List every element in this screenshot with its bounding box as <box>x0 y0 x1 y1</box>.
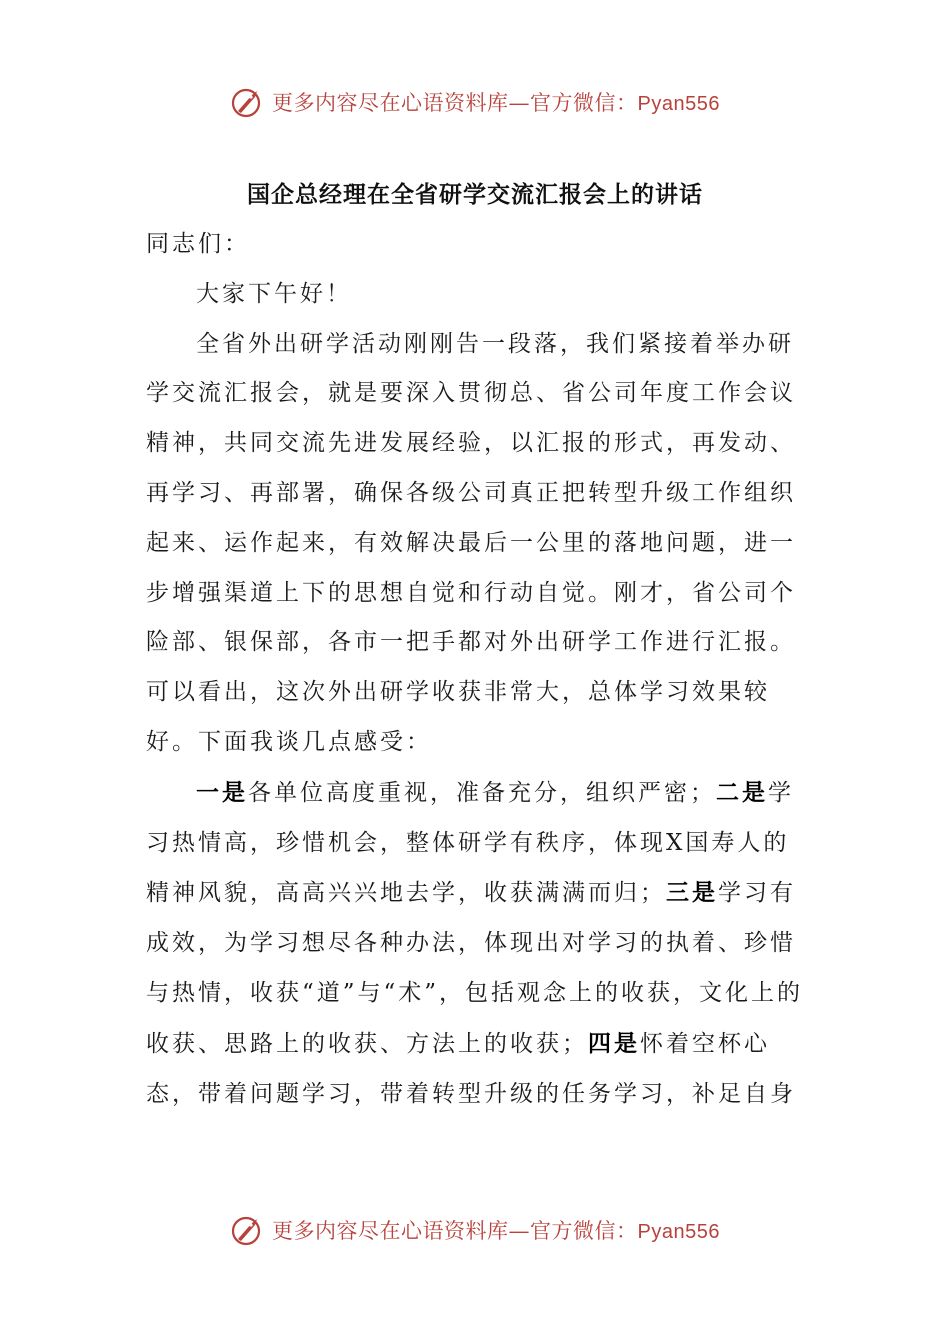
point-text-2: 学习热情高，珍惜机会，整体研学有秩序，体现X国寿人的精神风貌，高高兴兴地去学，收获满满而归； <box>146 779 794 907</box>
point-label-4: 四是 <box>588 1029 640 1057</box>
paragraph-intro: 全省外出研学活动刚刚告一段落，我们紧接着举办研学交流汇报会，就是要深入贯彻总、省公司年度工作会议精神，共同交流先进发展经验，以汇报的形式，再发动、再学习、再部署，确保各级公司真正把转型升级工作组织起来、运作起来，有效解决最后一公里的落地问题，进一步增强渠道上下的思想自觉和行动自觉。刚才，省公司个险部、银保部，各市一把手都对外出研学工作进行汇报。可以看出，这次外出研学收获非常大，总体学习效果较好。下面我谈几点感受： <box>146 330 796 755</box>
greeting: 大家下午好！ <box>196 280 352 307</box>
paragraph-points <box>146 768 806 1120</box>
footer-watermark-text: 更多内容尽在心语资料库—官方微信：Pyan556 <box>272 1219 720 1243</box>
point-text-4: 怀着空杯心态，带着问题学习，带着转型升级的任务学习，补足自身 <box>146 1030 796 1107</box>
footer-watermark-banner <box>0 1208 950 1252</box>
point-text-3: 学习有成效，为学习想尽各种办法，体现出对学习的执着、珍惜与热情，收获“道”与“术”，包括观念上的收获，文化上的收获、思路上的收获、方法上的收获； <box>146 880 804 1057</box>
point-label-1: 一是 <box>196 778 248 806</box>
point-text-1: 各单位高度重视，准备充分，组织严密； <box>248 779 716 806</box>
document-title: 国企总经理在全省研学交流汇报会上的讲话 <box>247 182 703 208</box>
header-watermark-text: 更多内容尽在心语资料库—官方微信：Pyan556 <box>272 91 720 115</box>
header-watermark-banner <box>0 80 950 124</box>
point-label-3: 三是 <box>666 879 718 907</box>
point-label-2: 二是 <box>716 778 768 806</box>
document-body <box>146 220 806 1119</box>
pen-nib-logo-icon <box>230 85 264 119</box>
pen-nib-logo-icon <box>230 1213 264 1247</box>
salutation: 同志们： <box>146 231 250 257</box>
